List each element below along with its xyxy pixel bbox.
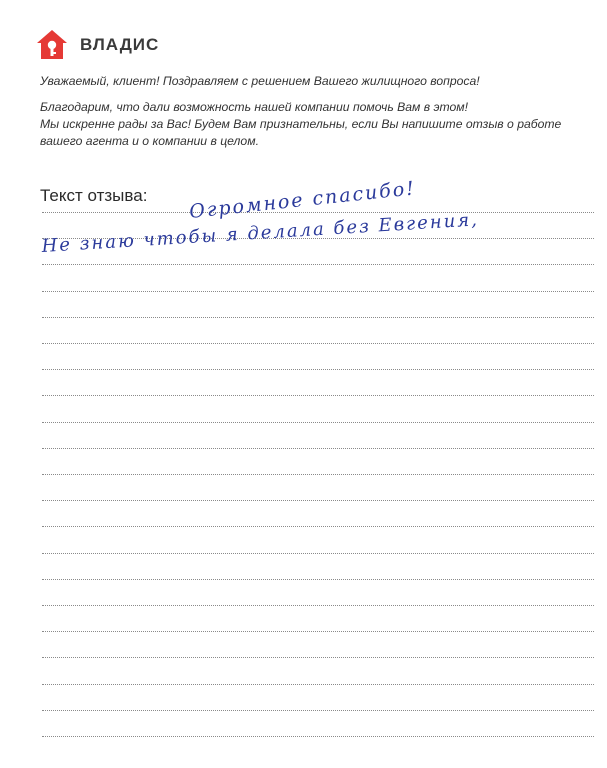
ruled-line	[42, 448, 594, 449]
review-label: Текст отзыва:	[40, 186, 148, 205]
intro-greeting: Уважаемый, клиент! Поздравляем с решением Вашего жилищного вопроса!	[40, 74, 480, 88]
ruled-line	[42, 291, 594, 292]
ruled-line	[42, 710, 594, 711]
ruled-line	[42, 264, 594, 265]
handwritten-line-2: Не знаю чтобы я делала без Евгения,	[41, 209, 480, 257]
ruled-line	[42, 369, 594, 370]
brand-name: ВЛАДИС	[80, 35, 160, 54]
ruled-lines	[42, 0, 594, 768]
ruled-line	[42, 657, 594, 658]
ruled-line	[42, 317, 594, 318]
ruled-line	[42, 736, 594, 737]
intro-thanks: Благодарим, что дали возможность нашей компании помочь Вам в этом!	[40, 100, 469, 114]
ruled-line	[42, 526, 594, 527]
ruled-line	[42, 422, 594, 423]
ruled-line	[42, 605, 594, 606]
intro-request-cont: вашего агента и о компании в целом.	[40, 134, 259, 148]
ruled-line	[42, 343, 594, 344]
ruled-line	[42, 684, 594, 685]
ruled-line	[42, 579, 594, 580]
ruled-line	[42, 474, 594, 475]
ruled-line	[42, 500, 594, 501]
ruled-line	[42, 238, 594, 239]
intro-request: Мы искренне рады за Вас! Будем Вам признательны, если Вы напишите отзыв о работе	[40, 117, 562, 131]
handwritten-line-1: Огромное спасибо!	[188, 177, 417, 223]
ruled-line	[42, 631, 594, 632]
ruled-line	[42, 553, 594, 554]
ruled-line	[42, 212, 594, 213]
ruled-line	[42, 395, 594, 396]
